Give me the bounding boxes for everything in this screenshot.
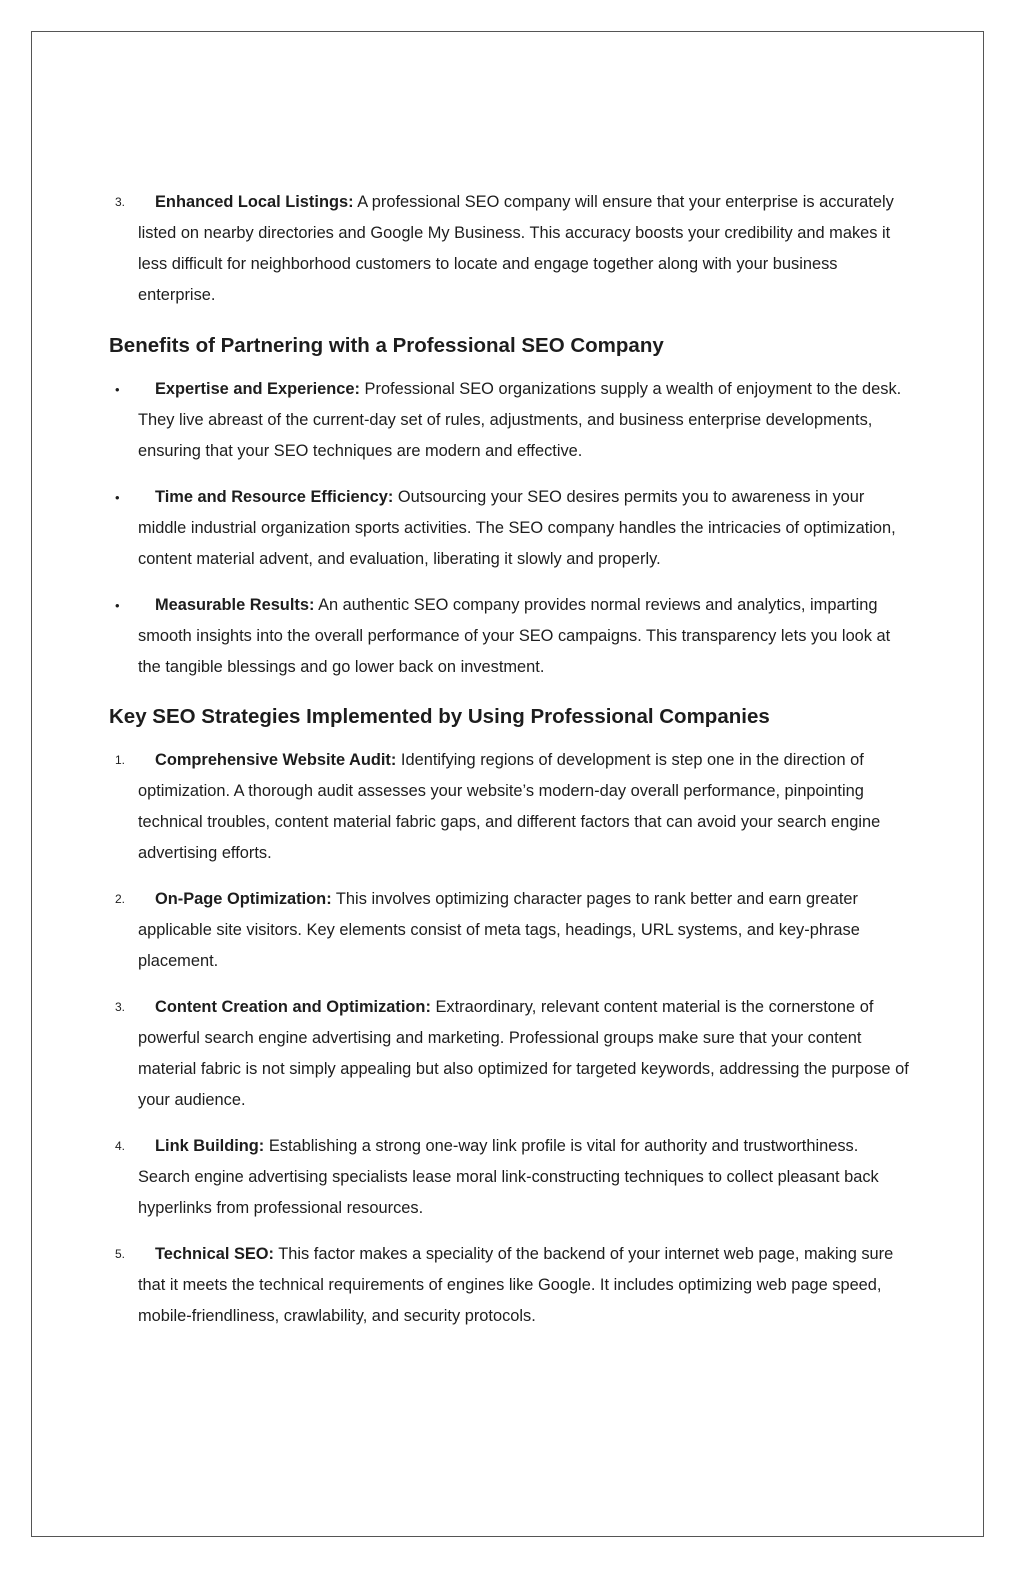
list-item-link-building — [109, 1131, 909, 1224]
list-item-text: Outsourcing your SEO desires permits you to awareness in your middle industrial organization sports activities. The SEO company handles the intricacies of optimization, content material advent, and evaluation, liberating it slowly and properly. — [138, 488, 896, 568]
list-item-term: Expertise and Experience: — [155, 380, 360, 398]
list-number: 2. — [115, 892, 126, 906]
bullet-marker: • — [115, 598, 120, 613]
list-item-text: Identifying regions of development is step one in the direction of optimization. A thorough audit assesses your website’s modern-day overall performance, pinpointing technical troubles, content material fabric gaps, and different factors that can avoid your search engine advertising efforts. — [138, 751, 881, 862]
list-item-text: This factor makes a speciality of the backend of your internet web page, making sure that it meets the technical requirements of engines like Google. It includes optimizing web page speed, mobile-friendliness, crawlability, and security protocols. — [138, 1245, 894, 1325]
list-item-term: Enhanced Local Listings: — [155, 193, 354, 211]
list-item-text: This involves optimizing character pages to rank better and earn greater applicable site visitors. Key elements consist of meta tags, headings, URL systems, and key-phrase placement. — [138, 890, 860, 970]
list-number: 3. — [115, 1000, 126, 1014]
list-item-term: Link Building: — [155, 1137, 265, 1155]
bullet-marker: • — [115, 490, 120, 505]
list-number: 5. — [115, 1247, 126, 1261]
section-heading-strategies: Key SEO Strategies Implemented by Using Professional Companies — [109, 705, 770, 728]
list-item-time-efficiency — [109, 482, 909, 575]
list-item-term: Comprehensive Website Audit: — [155, 751, 397, 769]
list-item-text: A professional SEO company will ensure that your enterprise is accurately listed on nearby directories and Google My Business. This accuracy boosts your credibility and makes it less difficult for neighborhood customers to locate and engage together along with your business enterprise. — [138, 193, 894, 304]
list-item-content-creation — [109, 992, 909, 1116]
list-item-enhanced-local-listings — [109, 187, 909, 311]
section-heading-benefits: Benefits of Partnering with a Professional SEO Company — [109, 334, 664, 357]
list-item-text: Extraordinary, relevant content material is the cornerstone of powerful search engine advertising and marketing. Professional groups make sure that your content material fabric is not simply appealing but also optimized for targeted keywords, addressing the purpose of your audience. — [138, 998, 909, 1109]
list-item-term: Technical SEO: — [155, 1245, 275, 1263]
list-item-technical-seo — [109, 1239, 909, 1332]
list-item-text: An authentic SEO company provides normal reviews and analytics, imparting smooth insights into the overall performance of your SEO campaigns. This transparency lets you look at the tangible blessings and go lower back on investment. — [138, 596, 891, 676]
list-item-on-page-optimization — [109, 884, 909, 977]
list-item-term: Measurable Results: — [155, 596, 315, 614]
list-number: 4. — [115, 1139, 126, 1153]
list-item-text: Establishing a strong one-way link profile is vital for authority and trustworthiness. Search engine advertising specialists lease moral link-constructing techniques to collect pleasant back hyperlinks from professional resources. — [138, 1137, 879, 1217]
list-item-website-audit — [109, 745, 909, 869]
list-item-term: Time and Resource Efficiency: — [155, 488, 394, 506]
document-body — [109, 187, 909, 1347]
list-number: 3. — [115, 195, 126, 209]
list-number: 1. — [115, 753, 126, 767]
list-item-expertise — [109, 374, 909, 467]
list-item-term: Content Creation and Optimization: — [155, 998, 431, 1016]
list-item-text: Professional SEO organizations supply a wealth of enjoyment to the desk. They live abreast of the current-day set of rules, adjustments, and business enterprise developments, ensuring that your SEO techniques are modern and effective. — [138, 380, 902, 460]
list-item-measurable-results — [109, 590, 909, 683]
bullet-marker: • — [115, 382, 120, 397]
list-item-term: On-Page Optimization: — [155, 890, 332, 908]
